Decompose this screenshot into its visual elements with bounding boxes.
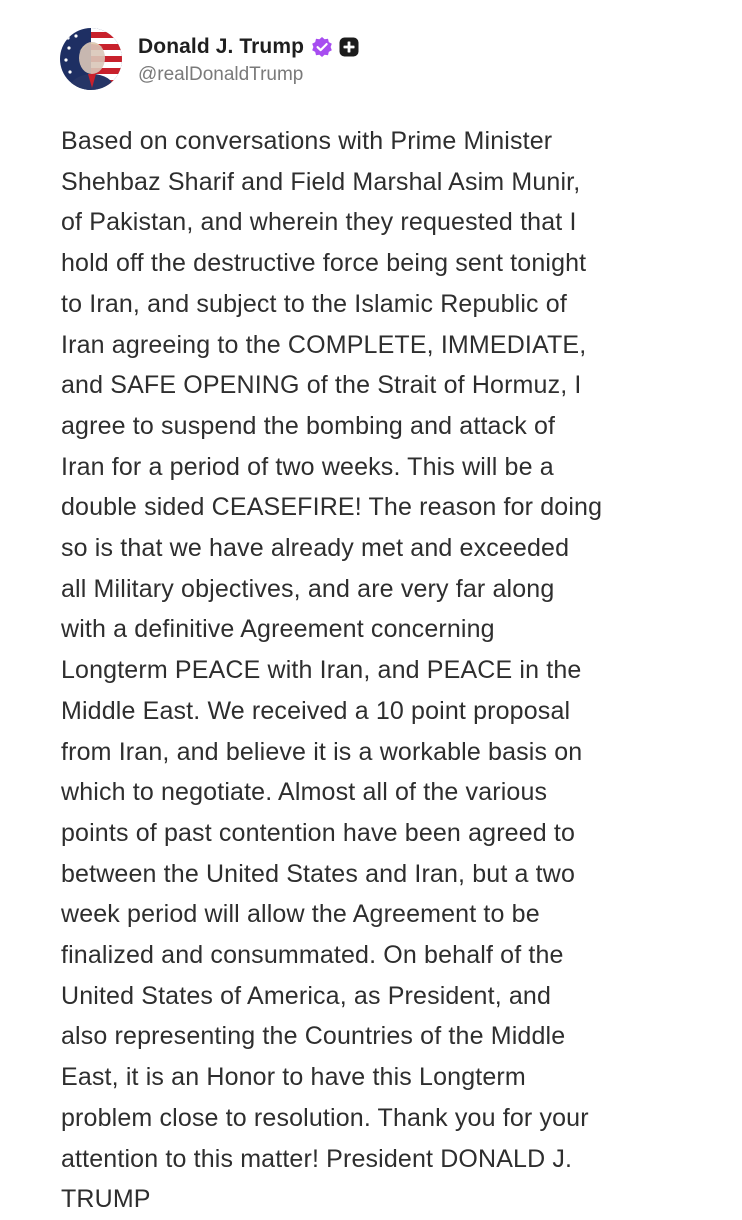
post-body-line: to Iran, and subject to the Islamic Republic of	[61, 289, 567, 318]
author-names	[138, 32, 359, 86]
author-avatar[interactable]	[60, 28, 122, 90]
post-body-line: which to negotiate. Almost all of the various	[61, 778, 548, 807]
post-body-line: Longterm PEACE with Iran, and PEACE in the	[61, 656, 582, 685]
post-body-line: Iran agreeing to the COMPLETE, IMMEDIATE,	[61, 330, 587, 359]
post-body-line: agree to suspend the bombing and attack of	[61, 411, 556, 440]
post-body-line: week period will allow the Agreement to be	[61, 900, 540, 929]
verified-badge-icon	[311, 36, 333, 58]
post-body-line: East, it is an Honor to have this Longterm	[61, 1063, 526, 1092]
post-body-line: TRUMP	[61, 1185, 151, 1214]
author-handle[interactable]: @realDonaldTrump	[138, 64, 304, 85]
post-body-line: so is that we have already met and exceeded	[61, 534, 570, 563]
profile-photo-flag-avatar	[60, 28, 122, 90]
post-body-line: with a definitive Agreement concerning	[61, 615, 495, 644]
post-body-line: Shehbaz Sharif and Field Marshal Asim Munir,	[61, 167, 581, 196]
post-body-line: from Iran, and believe it is a workable basis on	[61, 737, 583, 766]
post-body-line: of Pakistan, and wherein they requested that I	[61, 208, 577, 237]
post-body-line: between the United States and Iran, but a two	[61, 859, 576, 888]
post-header	[60, 24, 359, 94]
author-name-row	[138, 32, 359, 62]
post-body-line: hold off the destructive force being sent tonight	[61, 249, 587, 278]
post-body-line: finalized and consummated. On behalf of the	[61, 941, 564, 970]
post-body	[61, 121, 701, 1220]
post-body-line: problem close to resolution. Thank you for your	[61, 1103, 589, 1132]
post-body-line: Iran for a period of two weeks. This will be a	[61, 452, 554, 481]
post-body-line: United States of America, as President, and	[61, 981, 552, 1010]
plus-badge-icon	[339, 37, 359, 57]
post-body-line: double sided CEASEFIRE! The reason for doing	[61, 493, 603, 522]
post-body-line: all Military objectives, and are very far along	[61, 574, 555, 603]
post-body-line: and SAFE OPENING of the Strait of Hormuz, I	[61, 371, 582, 400]
post-body-line: attention to this matter! President DONALD J.	[61, 1144, 573, 1173]
author-display-name[interactable]: Donald J. Trump	[138, 35, 305, 58]
post-body-line: also representing the Countries of the Middle	[61, 1022, 566, 1051]
post-body-line: Middle East. We received a 10 point proposal	[61, 696, 571, 725]
post-body-line: Based on conversations with Prime Minister	[61, 127, 553, 155]
post-body-line: points of past contention have been agreed to	[61, 818, 576, 847]
